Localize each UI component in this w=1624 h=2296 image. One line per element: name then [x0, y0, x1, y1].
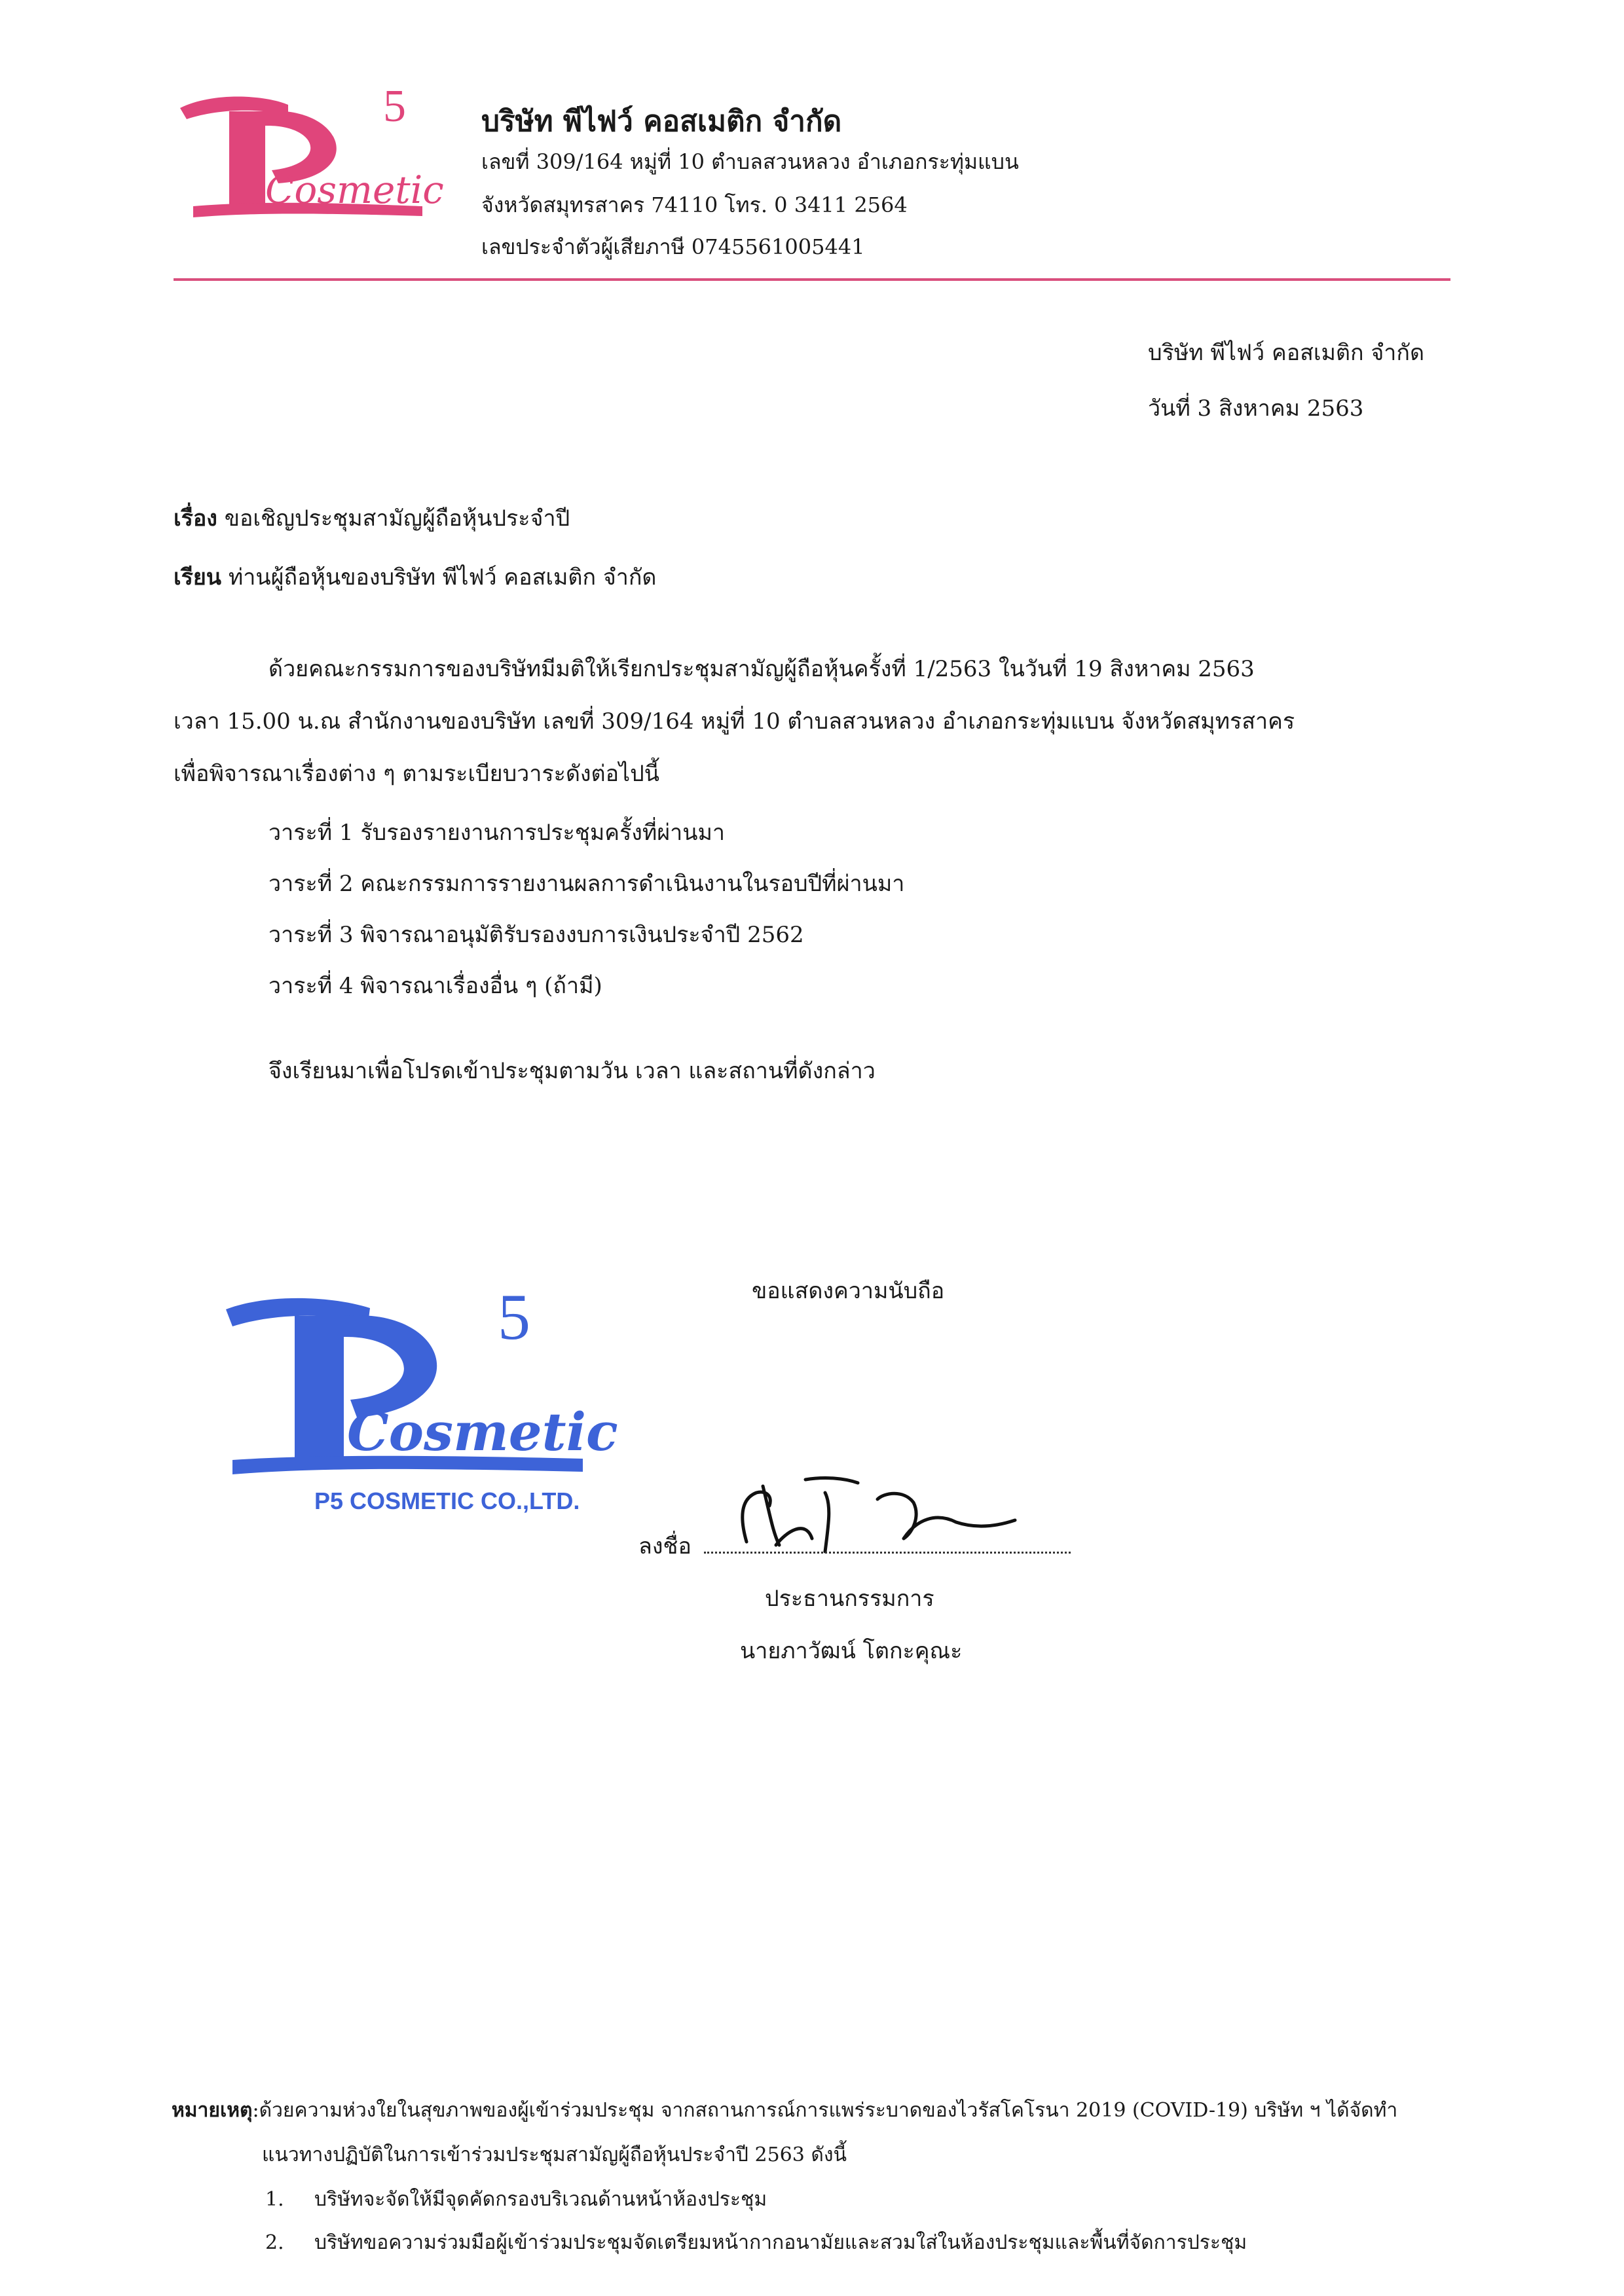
regards: ขอแสดงความนับถือ: [752, 1278, 945, 1304]
subject-text: ขอเชิญประชุมสามัญผู้ถือหุ้นประจำปี: [224, 505, 570, 532]
signer-name: นายภาวัฒน์ โตกะคุณะ: [740, 1638, 963, 1664]
agenda-item: วาระที่ 4 พิจารณาเรื่องอื่น ๆ (ถ้ามี): [268, 973, 602, 999]
footnote-item-text: บริษัทจะจัดให้มีจุดคัดกรองบริเวณด้านหน้าห้องประชุม: [314, 2188, 767, 2211]
footnote-label: หมายเหตุ: [172, 2099, 253, 2122]
agenda-item: วาระที่ 3 พิจารณาอนุมัติรับรองงบการเงินประจำปี 2562: [268, 922, 804, 948]
logo-script: Cosmetic: [265, 168, 444, 212]
recipient-line: [174, 562, 657, 593]
body-paragraph-line1: ด้วยคณะกรรมการของบริษัทมีมติให้เรียกประชุมสามัญผู้ถือหุ้นครั้งที่ 1/2563 ในวันที่ 19 สิงหาคม 2563: [268, 656, 1255, 682]
company-tax-id: เลขประจำตัวผู้เสียภาษี 0745561005441: [481, 234, 865, 259]
sign-label: ลงชื่อ: [638, 1533, 692, 1559]
stamp-superscript: 5: [498, 1281, 530, 1353]
footnote-item-text: บริษัทขอความร่วมมือผู้เข้าร่วมประชุมจัดเตรียมหน้ากากอนามัยและสวมใส่ในห้องประชุมและพื้นที่จัดการประชุม: [314, 2231, 1247, 2254]
body-paragraph-line2: เวลา 15.00 น.ณ สำนักงานของบริษัท เลขที่ 309/164 หมู่ที่ 10 ตำบลสวนหลวง อำเภอกระทุ่มแบน จังหวัดสมุทรสาคร: [174, 708, 1295, 735]
subject-label: เรื่อง: [174, 505, 217, 532]
signer-position: ประธานกรรมการ: [765, 1586, 934, 1612]
footnote-text: :ด้วยความห่วงใยในสุขภาพของผู้เข้าร่วมประชุม จากสถานการณ์การแพร่ระบาดของไวรัสโคโรนา 2019 (COVID-19) บริษัท ฯ ได้จัดทำ: [252, 2099, 1398, 2122]
company-address-line2: จังหวัดสมุทรสาคร 74110 โทร. 0 3411 2564: [481, 192, 908, 217]
stamp-script: Cosmetic: [347, 1401, 618, 1463]
footnote-item-number: 1.: [265, 2188, 284, 2211]
footnote-line2: แนวทางปฏิบัติในการเข้าร่วมประชุมสามัญผู้ถือหุ้นประจำปี 2563 ดังนี้: [262, 2143, 847, 2166]
company-stamp: [216, 1281, 618, 1545]
subject-line: [174, 503, 570, 534]
letter-date: วันที่ 3 สิงหาคม 2563: [1148, 395, 1364, 422]
sender-company: บริษัท พีไฟว์ คอสเมติก จำกัด: [1148, 340, 1425, 366]
closing-sentence: จึงเรียนมาเพื่อโปรดเข้าประชุมตามวัน เวลา และสถานที่ดังกล่าว: [268, 1058, 876, 1084]
signature-mark: [727, 1467, 1022, 1558]
agenda-item: วาระที่ 1 รับรองรายงานการประชุมครั้งที่ผ่านมา: [268, 820, 726, 846]
signature-line: [704, 1552, 1071, 1554]
recipient-label: เรียน: [174, 564, 222, 591]
header-divider: [174, 278, 1450, 281]
body-paragraph-line3: เพื่อพิจารณาเรื่องต่าง ๆ ตามระเบียบวาระดังต่อไปนี้: [174, 761, 659, 787]
logo-superscript: 5: [383, 81, 406, 132]
footnote-line1: [172, 2095, 1397, 2126]
company-name: บริษัท พีไฟว์ คอสเมติก จำกัด: [481, 105, 842, 138]
stamp-company-en: P5 COSMETIC CO.,LTD.: [314, 1487, 580, 1514]
agenda-item: วาระที่ 2 คณะกรรมการรายงานผลการดำเนินงานในรอบปีที่ผ่านมา: [268, 871, 905, 897]
recipient-text: ท่านผู้ถือหุ้นของบริษัท พีไฟว์ คอสเมติก จำกัด: [228, 564, 657, 591]
company-logo: [174, 79, 444, 242]
company-address-line1: เลขที่ 309/164 หมู่ที่ 10 ตำบลสวนหลวง อำเภอกระทุ่มแบน: [481, 149, 1019, 174]
footnote-item-number: 2.: [265, 2231, 284, 2254]
